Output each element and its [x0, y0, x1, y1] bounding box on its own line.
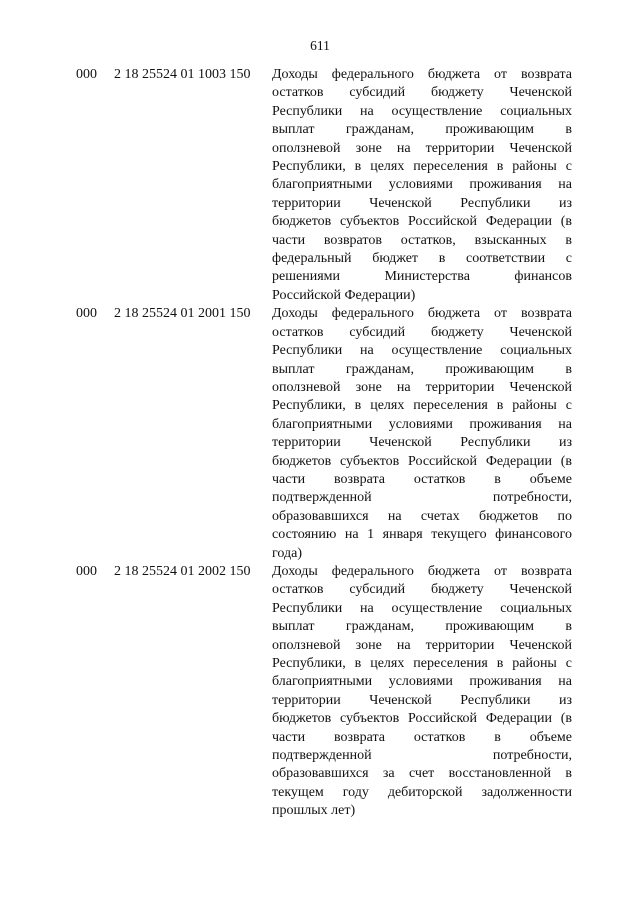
admin-code: 000 — [76, 306, 97, 322]
description-line: благоприятными условиями проживания на — [272, 674, 572, 690]
description-line: Доходы федерального бюджета от возврата — [272, 306, 572, 322]
budget-entry — [0, 66, 640, 305]
description-line: выплат гражданам, проживающим в — [272, 619, 572, 635]
description-line: Доходы федерального бюджета от возврата — [272, 563, 572, 579]
entry-description — [272, 563, 572, 821]
admin-code: 000 — [76, 67, 97, 82]
description-line: Республики на осуществление социальных — [272, 600, 572, 616]
description-line: части возврата остатков в объеме — [272, 729, 572, 745]
description-line: оползневой зоне на территории Чеченской — [272, 379, 572, 395]
budget-code-list — [0, 66, 640, 821]
description-line: Российской Федерации) — [272, 287, 416, 303]
entry-description — [272, 305, 572, 563]
budget-entry — [0, 563, 640, 821]
budget-classification-code: 2 18 25524 01 2001 150 — [114, 306, 251, 322]
description-line: благоприятными условиями проживания на — [272, 416, 572, 432]
admin-code: 000 — [76, 563, 97, 579]
description-line: Доходы федерального бюджета от возврата — [272, 67, 572, 82]
description-line: остатков субсидий бюджету Чеченской — [272, 85, 572, 101]
description-line: подтвержденной потребности, — [272, 490, 572, 506]
description-line: Республики на осуществление социальных — [272, 103, 572, 119]
description-line: состоянию на 1 января текущего финансового — [272, 527, 572, 543]
description-line: образовавшихся за счет восстановленной в — [272, 766, 572, 782]
budget-entry — [0, 305, 640, 563]
description-line: территории Чеченской Республики из — [272, 435, 572, 451]
entry-description — [272, 66, 572, 305]
description-line: Республики, в целях переселения в районы с — [272, 398, 572, 414]
description-line: территории Чеченской Республики из — [272, 195, 572, 211]
description-line: оползневой зоне на территории Чеченской — [272, 140, 572, 156]
description-line: остатков субсидий бюджету Чеченской — [272, 324, 572, 340]
description-line: образовавшихся на счетах бюджетов по — [272, 508, 572, 524]
description-line: решениями Министерства финансов — [272, 269, 572, 285]
page-number: 611 — [310, 38, 330, 53]
description-line: части возвратов остатков, взысканных в — [272, 232, 572, 248]
description-line: Республики на осуществление социальных — [272, 343, 572, 359]
description-line: части возврата остатков в объеме — [272, 471, 572, 487]
description-line: бюджетов субъектов Российской Федерации (в — [272, 453, 572, 469]
description-line: территории Чеченской Республики из — [272, 692, 572, 708]
description-line: прошлых лет) — [272, 803, 356, 819]
description-line: остатков субсидий бюджету Чеченской — [272, 582, 572, 598]
budget-classification-code: 2 18 25524 01 2002 150 — [114, 563, 251, 579]
description-line: федеральный бюджет в соответствии с — [272, 251, 572, 267]
description-line: выплат гражданам, проживающим в — [272, 122, 572, 138]
description-line: оползневой зоне на территории Чеченской — [272, 637, 572, 653]
description-line: подтвержденной потребности, — [272, 748, 572, 764]
description-line: бюджетов субъектов Российской Федерации (в — [272, 214, 572, 230]
description-line: бюджетов субъектов Российской Федерации (в — [272, 711, 572, 727]
description-line: Республики, в целях переселения в районы с — [272, 159, 572, 175]
description-line: года) — [272, 545, 302, 561]
description-line: Республики, в целях переселения в районы с — [272, 656, 572, 671]
description-line: благоприятными условиями проживания на — [272, 177, 572, 193]
budget-classification-code: 2 18 25524 01 1003 150 — [114, 67, 251, 82]
description-line: текущем году дебиторской задолженности — [272, 784, 572, 800]
description-line: выплат гражданам, проживающим в — [272, 361, 572, 377]
